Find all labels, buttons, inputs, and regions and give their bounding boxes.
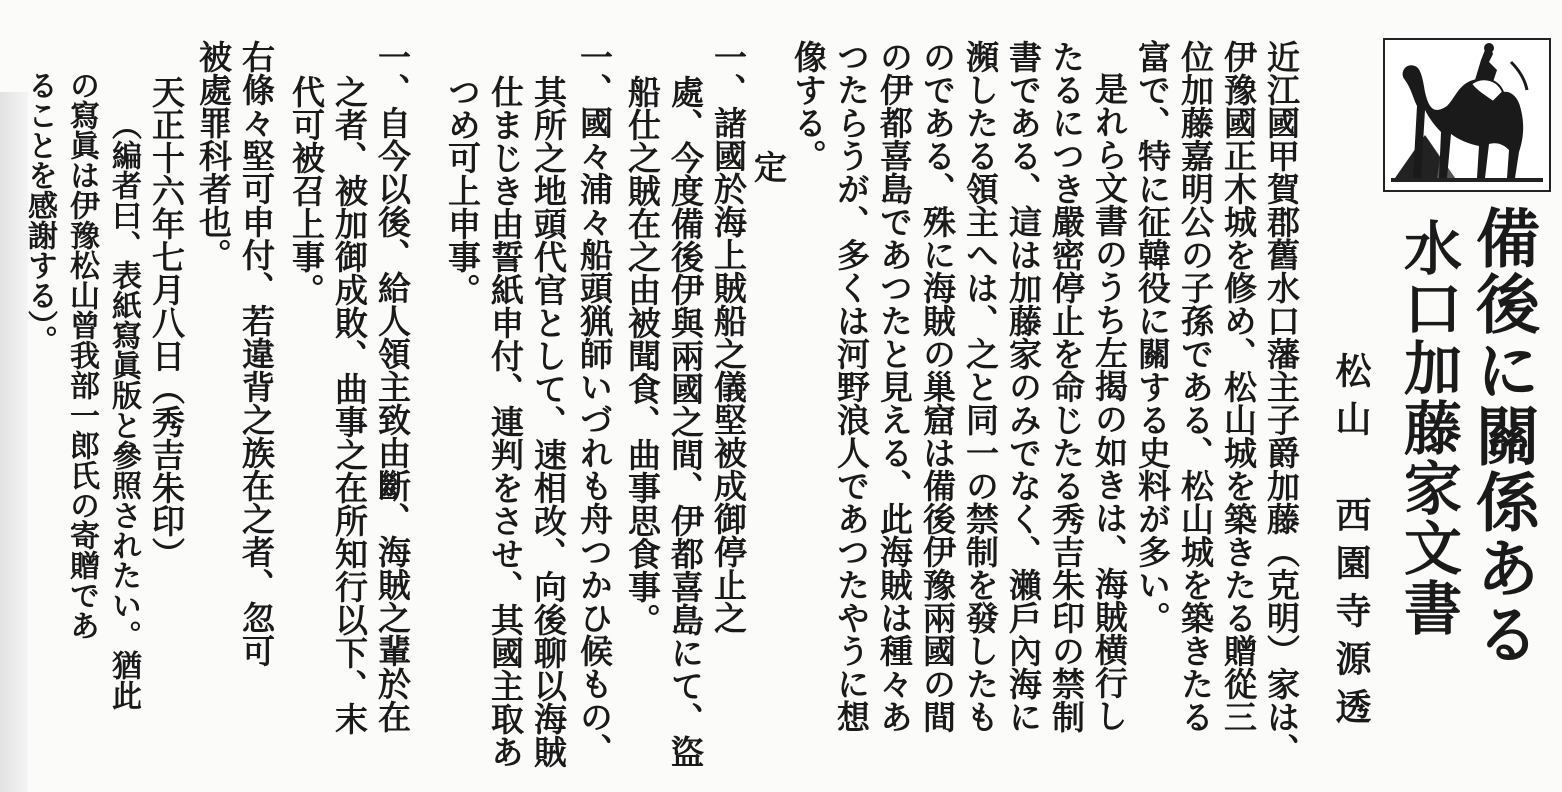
intro-col: 書である、這は加藤家のみでなく、瀨戶內海に	[1004, 40, 1043, 733]
article-col: 仕まじき由誓紙申付、連判をさせ、其國主取あ	[486, 75, 525, 768]
article-col: 被處罪科者也。	[194, 40, 233, 271]
intro-col: 瀕したる領主へは、之と同一の禁制を發したも	[961, 40, 1000, 733]
camel-rider-icon	[1385, 40, 1549, 190]
article-col: つめ可上申事。	[443, 75, 482, 306]
article-col: 代可被召上事。	[287, 75, 326, 306]
editor-note: の寫眞は伊豫松山曾我部一郎氏の寄贈であ	[64, 70, 99, 640]
intro-col: たるにつき嚴密停止を命じたる秀吉朱印の禁制	[1047, 40, 1086, 733]
intro-col: 伊豫國正木城を修め、松山城を築きたる贈從三	[1219, 40, 1258, 733]
author-name: 松山 西園寺源透	[1330, 352, 1372, 736]
editor-note: （編者曰、表紙寫眞版と參照されたい。猶此	[106, 110, 141, 710]
article-col: 一、諸國於海上賊船之儀堅被成御停止之	[709, 40, 748, 634]
article-col: 船仕之賊在之由被聞食、曲事思食事。	[623, 75, 662, 636]
document-date: 天正十六年七月八日（秀吉朱印）	[147, 75, 186, 570]
article-col: 之者、被加御成敗、曲事之在所知行以下、末	[330, 75, 369, 735]
intro-col: の伊都喜島であつたと見える、此海賊は種々あ	[875, 40, 914, 733]
intro-col: 是れら文書のうち左揭の如きは、海賊横行し	[1090, 72, 1129, 732]
intro-col: 近江國甲賀郡舊水口藩主子爵加藤（克明）家は、	[1262, 40, 1301, 766]
intro-col: 像する。	[789, 40, 828, 172]
section-heading: 定	[749, 150, 788, 183]
intro-col: のである、殊に海賊の巢窟は備後伊豫兩國の間	[918, 40, 957, 733]
article-col: 一、自今以後、給人領主致由斷、海賊之輩於在	[373, 40, 412, 733]
camel-logo-box	[1383, 38, 1551, 192]
article-col: 一、國々浦々船頭猟師いづれも舟つかひ候もの、	[575, 40, 614, 766]
title-line-2: 水口加藤家文書	[1394, 218, 1462, 638]
editor-note: ることを感謝する）。	[22, 70, 57, 355]
title-line-1: 備後に關係ある	[1465, 205, 1539, 667]
intro-col: つたらうが、多くは河野浪人であつたやうに想	[832, 40, 871, 733]
intro-col: 位加藤嘉明公の子孫である、松山城を築きたる	[1176, 40, 1215, 733]
intro-col: 富で、特に征韓役に關する史料が多い。	[1133, 40, 1172, 634]
article-col: 其所之地頭代官として、速相改、向後聊以海賊	[529, 75, 568, 768]
article-col: 處、今度備後伊與兩國之間、伊都喜島にて、盜	[666, 75, 705, 768]
article-col: 右條々堅可申付、若違背之族在之者、忽可	[237, 40, 276, 667]
